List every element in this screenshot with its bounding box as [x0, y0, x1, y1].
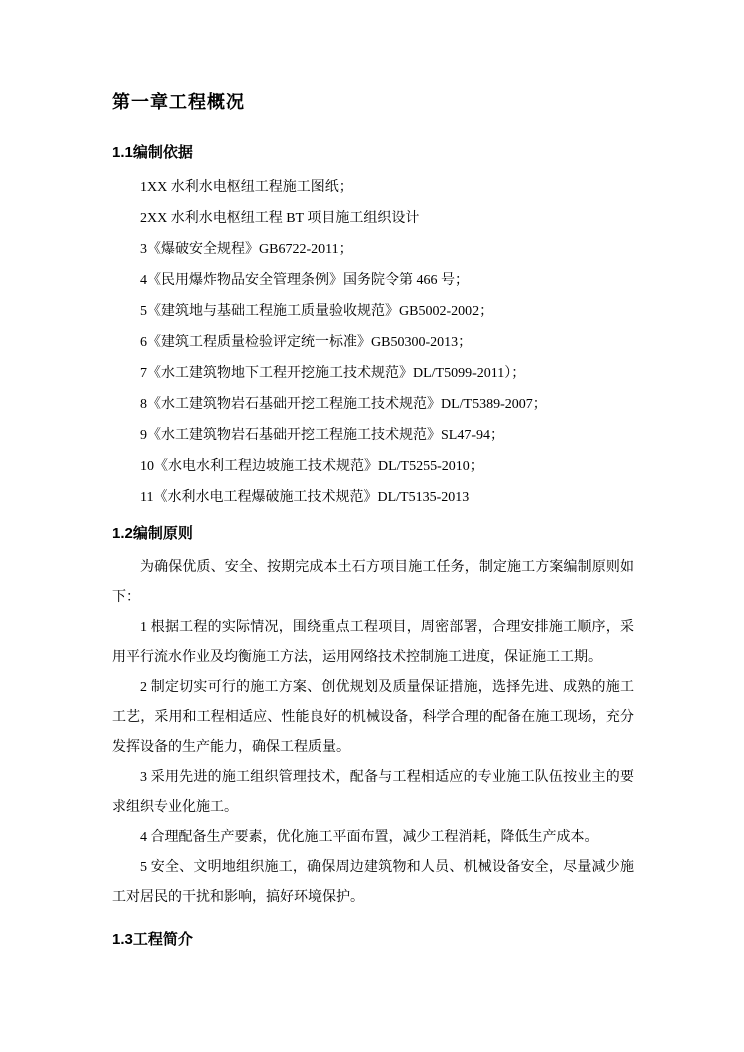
reference-item: 3《爆破安全规程》GB6722-2011；: [140, 242, 353, 257]
section-heading-1-3: 1.3工程简介: [112, 931, 193, 948]
reference-item: 5《建筑地与基础工程施工质量验收规范》GB5002-2002；: [140, 304, 494, 319]
reference-item: 6《建筑工程质量检验评定统一标准》GB50300-2013；: [140, 335, 473, 350]
reference-item: 4《民用爆炸物品安全管理条例》国务院令第 466 号；: [140, 273, 469, 288]
reference-item: 10《水电水利工程边坡施工技术规范》DL/T5255-2010；: [140, 459, 484, 474]
reference-list: [112, 172, 634, 513]
reference-item: 11《水利水电工程爆破施工技术规范》DL/T5135-2013: [140, 490, 470, 505]
reference-item: 9《水工建筑物岩石基础开挖工程施工技术规范》SL47-94；: [140, 428, 504, 443]
reference-item: 7《水工建筑物地下工程开挖施工技术规范》DL/T5099-2011）；: [140, 366, 526, 381]
reference-item: 8《水工建筑物岩石基础开挖工程施工技术规范》DL/T5389-2007；: [140, 397, 547, 412]
reference-item: 2XX 水利水电枢纽工程 BT 项目施工组织设计: [140, 211, 420, 226]
reference-item: 1XX 水利水电枢纽工程施工图纸；: [140, 180, 353, 195]
section-heading-1-1: 1.1编制依据: [112, 144, 193, 161]
chapter-title: 第一章工程概况: [112, 92, 245, 112]
principle-paragraph: 5 安全、文明地组织施工，确保周边建筑物和人员、机械设备安全，尽量减少施工对居民的干扰和影响，搞好环境保护。: [112, 860, 634, 905]
principle-paragraph: 2 制定切实可行的施工方案、创优规划及质量保证措施，选择先进、成熟的施工工艺，采用和工程相适应、性能良好的机械设备，科学合理的配备在施工现场，充分发挥设备的生产能力，确保工程质量。: [112, 680, 634, 755]
principles-intro-paragraph: 为确保优质、安全、按期完成本土石方项目施工任务，制定施工方案编制原则如下：: [112, 560, 634, 605]
principle-paragraph: 4 合理配备生产要素，优化施工平面布置，减少工程消耗，降低生产成本。: [140, 830, 599, 845]
principle-paragraph: 3 采用先进的施工组织管理技术，配备与工程相适应的专业施工队伍按业主的要求组织专业化施工。: [112, 770, 634, 815]
section-heading-1-2: 1.2编制原则: [112, 525, 193, 542]
principle-paragraph: 1 根据工程的实际情况，围绕重点工程项目，周密部署，合理安排施工顺序，采用平行流水作业及均衡施工方法，运用网络技术控制施工进度，保证施工工期。: [112, 620, 634, 665]
